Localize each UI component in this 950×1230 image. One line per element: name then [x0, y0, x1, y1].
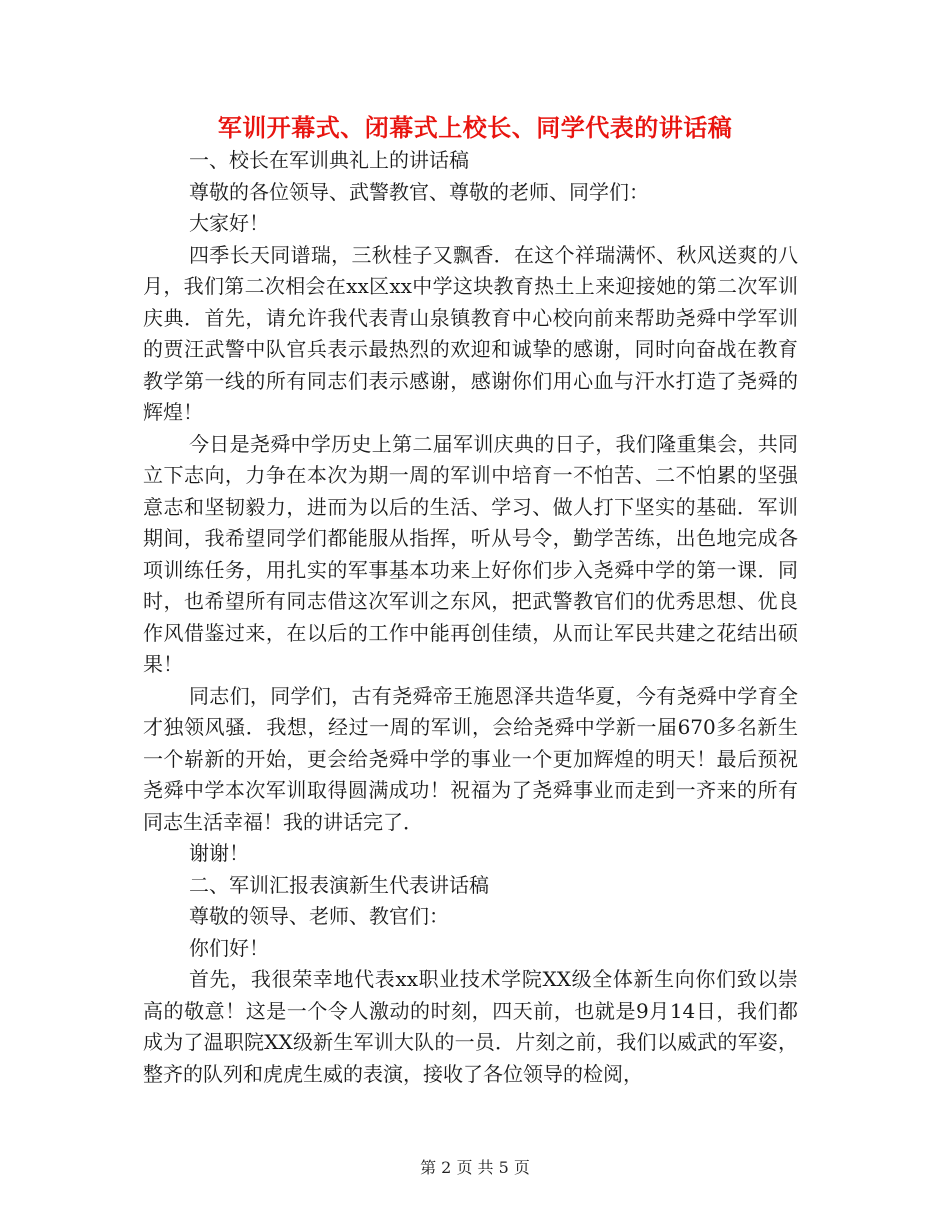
greeting: 大家好！: [189, 211, 269, 235]
paragraph: 同志们，同学们，古有尧舜帝王施恩泽共造华夏，今有尧舜中学育全才独领风骚．我想，经过一周的军训，会给尧舜中学新一届670多名新生一个崭新的开始，更会给尧舜中学的事业一个更加辉煌的明天！最后预祝尧舜中学本次军训取得圆满成功！祝福为了尧舜事业而走到一齐来的所有同志生活幸福！我的讲话完了．: [143, 683, 798, 834]
section-heading: 二、军训汇报表演新生代表讲话稿: [189, 872, 489, 897]
salutation: 尊敬的领导、老师、教官们：: [189, 904, 449, 928]
section-heading: 一、校长在军训典礼上的讲话稿: [189, 148, 469, 172]
paragraph: 首先，我很荣幸地代表xx职业技术学院XX级全体新生向你们致以崇高的敬意！这是一个令人激动的时刻，四天前，也就是9月14日，我们都成为了温职院XX级新生军训大队的一员．片刻之前，我们以威武的军姿，整齐的队列和虎虎生威的表演，接收了各位领导的检阅，: [143, 967, 798, 1086]
closing: 谢谢！: [189, 841, 249, 865]
document-body: [143, 145, 798, 1090]
greeting: 你们好！: [189, 935, 269, 960]
paragraph: 今日是尧舜中学历史上第二届军训庆典的日子，我们隆重集会，共同立下志向，力争在本次为期一周的军训中培育一不怕苦、二不怕累的坚强意志和坚韧毅力，进而为以后的生活、学习、做人打下坚实的基础．军训期间，我希望同学们都能服从指挥，听从号令，勤学苦练，出色地完成各项训练任务，用扎实的军事基本功来上好你们步入尧舜中学的第一课．同时，也希望所有同志借这次军训之东风，把武警教官们的优秀思想、优良作风借鉴过来，在以后的工作中能再创佳绩，从而让军民共建之花结出硕果！: [143, 431, 798, 676]
page-footer: 第 2 页 共 5 页: [420, 1158, 530, 1177]
paragraph: 四季长天同谱瑞，三秋桂子又飘香．在这个祥瑞满怀、秋风送爽的八月，我们第二次相会在xx区xx中学这块教育热土上来迎接她的第二次军训庆典．首先，请允许我代表青山泉镇教育中心校向前来帮助尧舜中学军训的贾汪武警中队官兵表示最热烈的欢迎和诚挚的感谢，同时向奋战在教育教学第一线的所有同志们表示感谢，感谢你们用心血与汗水打造了尧舜的辉煌！: [143, 242, 798, 424]
document-title: 军训开幕式、闭幕式上校长、同学代表的讲话稿: [217, 113, 733, 142]
salutation: 尊敬的各位领导、武警教官、尊敬的老师、同学们：: [189, 179, 649, 204]
